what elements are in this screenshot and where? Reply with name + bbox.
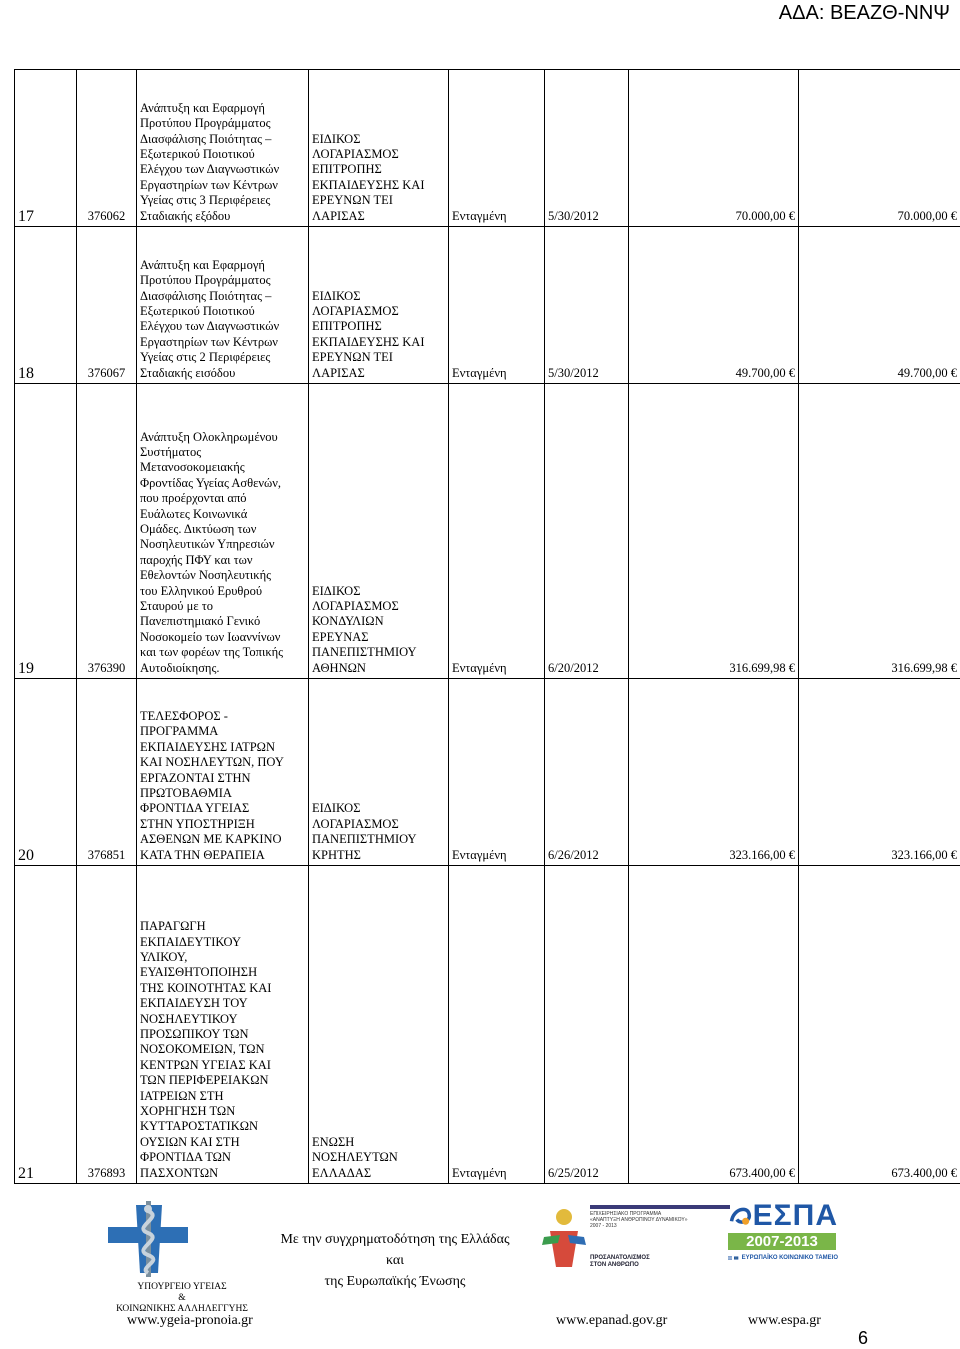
table-row: [15, 679, 960, 866]
ministry-name: ΥΠΟΥΡΓΕΙΟ ΥΓΕΙΑΣ & ΚΟΙΝΩΝΙΚΗΣ ΑΛΛΗΛΕΓΓΥΗΣ: [112, 1282, 252, 1315]
budget-amount: 70.000,00 €: [629, 70, 799, 227]
cofunding-line-1: Με την συγχρηματοδότηση της Ελλάδας: [275, 1229, 515, 1250]
ministry-caduceus-logo: [98, 1197, 198, 1279]
ada-code: ΑΔΑ: ΒΕΑΖΘ-ΝΝΨ: [779, 2, 950, 25]
status: Ενταγμένη: [449, 679, 545, 866]
approval-date: 6/20/2012: [545, 384, 629, 679]
epanad-link[interactable]: www.epanad.gov.gr: [556, 1313, 667, 1329]
budget-amount: 673.400,00 €: [629, 866, 799, 1184]
espa-tagline: ΕΥΡΩΠΑΪΚΟ ΚΟΙΝΩΝΙΚΟ ΤΑΜΕΙΟ: [742, 1255, 838, 1261]
espa-years: 2007-2013: [728, 1233, 836, 1250]
project-title: ΤΕΛΕΣΦΟΡΟΣ - ΠΡΟΓΡΑΜΜΑ ΕΚΠΑΙΔΕΥΣΗΣ ΙΑΤΡΩΝ ΚΑΙ ΝΟΣΗΛΕΥΤΩΝ, ΠΟΥ ΕΡΓΑΖΟΝΤΑΙ ΣΤΗΝ ΠΡΩΤΟΒΑΘΜΙΑ ΦΡΟΝΤΙΔΑ ΥΓΕΙΑΣ ΣΤΗΝ ΥΠΟΣΤΗΡΙΞΗ ΑΣΘΕΝΩΝ ΜΕ ΚΑΡΚΙΝΟ ΚΑΤΑ ΤΗΝ ΘΕΡΑΠΕΙΑ: [137, 679, 309, 866]
public-expenditure: 673.400,00 €: [799, 866, 960, 1184]
status: Ενταγμένη: [449, 866, 545, 1184]
row-number: 20: [15, 679, 77, 866]
row-number: 17: [15, 70, 77, 227]
public-expenditure: 323.166,00 €: [799, 679, 960, 866]
public-expenditure: 49.700,00 €: [799, 227, 960, 384]
table-row: [15, 866, 960, 1184]
status: Ενταγμένη: [449, 70, 545, 227]
greek-flag-icon: [728, 1253, 732, 1263]
approval-date: 6/26/2012: [545, 679, 629, 866]
status: Ενταγμένη: [449, 384, 545, 679]
page-number: 6: [858, 1328, 868, 1349]
epanad-program-logo: [590, 1205, 740, 1271]
beneficiary: ΕΝΩΣΗ ΝΟΣΗΛΕΥΤΩΝ ΕΛΛΑΔΑΣ: [309, 866, 449, 1184]
espa-swirl-icon: [728, 1202, 753, 1230]
table-row: [15, 384, 960, 679]
public-expenditure: 316.699,98 €: [799, 384, 960, 679]
epanad-program-text: ΕΠΙΧΕΙΡΗΣΙΑΚΟ ΠΡΟΓΡΑΜΜΑ «ΑΝΑΠΤΥΞΗ ΑΝΘΡΩΠΙΝΟΥ ΔΥΝΑΜΙΚΟΥ» 2007 - 2013: [590, 1211, 740, 1229]
beneficiary: ΕΙΔΙΚΟΣ ΛΟΓΑΡΙΑΣΜΟΣ ΠΑΝΕΠΙΣΤΗΜΙΟΥ ΚΡΗΤΗΣ: [309, 679, 449, 866]
beneficiary: ΕΙΔΙΚΟΣ ΛΟΓΑΡΙΑΣΜΟΣ ΕΠΙΤΡΟΠΗΣ ΕΚΠΑΙΔΕΥΣΗΣ ΚΑΙ ΕΡΕΥΝΩΝ ΤΕΙ ΛΑΡΙΣΑΣ: [309, 70, 449, 227]
cofunding-statement: [275, 1229, 515, 1292]
beneficiary: ΕΙΔΙΚΟΣ ΛΟΓΑΡΙΑΣΜΟΣ ΚΟΝΔΥΛΙΩΝ ΕΡΕΥΝΑΣ ΠΑΝΕΠΙΣΤΗΜΙΟΥ ΑΘΗΝΩΝ: [309, 384, 449, 679]
row-number: 19: [15, 384, 77, 679]
project-code: 376851: [77, 679, 137, 866]
prosanatolismos-text: ΠΡΟΣΑΝΑΤΟΛΙΣΜΟΣ ΣΤΟΝ ΑΝΘΡΩΠΟ: [590, 1255, 740, 1269]
approval-date: 5/30/2012: [545, 70, 629, 227]
project-code: 376390: [77, 384, 137, 679]
project-code: 376893: [77, 866, 137, 1184]
cofunding-line-3: της Ευρωπαϊκής Ένωσης: [275, 1271, 515, 1292]
footer: [0, 1185, 960, 1345]
espa-logo: [728, 1199, 838, 1263]
project-title: ΠΑΡΑΓΩΓΗ ΕΚΠΑΙΔΕΥΤΙΚΟΥ ΥΛΙΚΟΥ, ΕΥΑΙΣΘΗΤΟΠΟΙΗΣΗ ΤΗΣ ΚΟΙΝΟΤΗΤΑΣ ΚΑΙ ΕΚΠΑΙΔΕΥΣΗ ΤΟΥ ΝΟΣΗΛΕΥΤΙΚΟΥ ΠΡΟΣΩΠΙΚΟΥ ΤΩΝ ΝΟΣΟΚΟΜΕΙΩΝ, ΤΩΝ ΚΕΝΤΡΩΝ ΥΓΕΙΑΣ ΚΑΙ ΤΩΝ ΠΕΡΙΦΕΡΕΙΑΚΩΝ ΙΑΤΡΕΙΩΝ ΣΤΗ ΧΟΡΗΓΗΣΗ ΤΩΝ ΚΥΤΤΑΡΟΣΤΑΤΙΚΩΝ ΟΥΣΙΩΝ ΚΑΙ ΣΤΗ ΦΡΟΝΤΙΔΑ ΤΩΝ ΠΑΣΧΟΝΤΩΝ: [137, 866, 309, 1184]
project-title: Ανάπτυξη και Εφαρμογή Προτύπου Προγράμματος Διασφάλισης Ποιότητας – Εξωτερικού Ποιοτικού Ελέγχου των Διαγνωστικών Εργαστηρίων των Κέντρων Υγείας στις 2 Περιφέρειες Σταδιακής εισόδου: [137, 227, 309, 384]
budget-amount: 49.700,00 €: [629, 227, 799, 384]
ygeia-pronoia-link[interactable]: www.ygeia-pronoia.gr: [127, 1313, 253, 1329]
public-expenditure: 70.000,00 €: [799, 70, 960, 227]
approval-date: 6/25/2012: [545, 866, 629, 1184]
cofunding-line-2: και: [275, 1250, 515, 1271]
project-code: 376062: [77, 70, 137, 227]
approval-date: 5/30/2012: [545, 227, 629, 384]
epanad-figure-logo: [540, 1205, 588, 1275]
row-number: 18: [15, 227, 77, 384]
table-row: [15, 227, 960, 384]
projects-table: [14, 69, 960, 1184]
budget-amount: 323.166,00 €: [629, 679, 799, 866]
espa-link[interactable]: www.espa.gr: [748, 1313, 821, 1329]
beneficiary: ΕΙΔΙΚΟΣ ΛΟΓΑΡΙΑΣΜΟΣ ΕΠΙΤΡΟΠΗΣ ΕΚΠΑΙΔΕΥΣΗΣ ΚΑΙ ΕΡΕΥΝΩΝ ΤΕΙ ΛΑΡΙΣΑΣ: [309, 227, 449, 384]
project-code: 376067: [77, 227, 137, 384]
project-title: Ανάπτυξη και Εφαρμογή Προτύπου Προγράμματος Διασφάλισης Ποιότητας – Εξωτερικού Ποιοτικού Ελέγχου των Διαγνωστικών Εργαστηρίων των Κέντρων Υγείας στις 3 Περιφέρειες Σταδιακής εξόδου: [137, 70, 309, 227]
table-row: [15, 70, 960, 227]
budget-amount: 316.699,98 €: [629, 384, 799, 679]
eu-flag-icon: [734, 1253, 738, 1263]
project-title: Ανάπτυξη Ολοκληρωμένου Συστήματος Μετανοσοκομειακής Φροντίδας Υγείας Ασθενών, που προέρχονται από Ευάλωτες Κοινωνικά Ομάδες. Δικτύωση των Νοσηλευτικών Υπηρεσιών παροχής ΠΦΥ και των Εθελοντών Νοσηλευτικής του Ελληνικού Ερυθρού Σταυρού με το Πανεπιστημιακό Γενικό Νοσοκομείο των Ιωαννίνων και των φορέων της Τοπικής Αυτοδιοίκησης.: [137, 384, 309, 679]
espa-title: ΕΣΠΑ: [753, 1199, 838, 1233]
row-number: 21: [15, 866, 77, 1184]
status: Ενταγμένη: [449, 227, 545, 384]
